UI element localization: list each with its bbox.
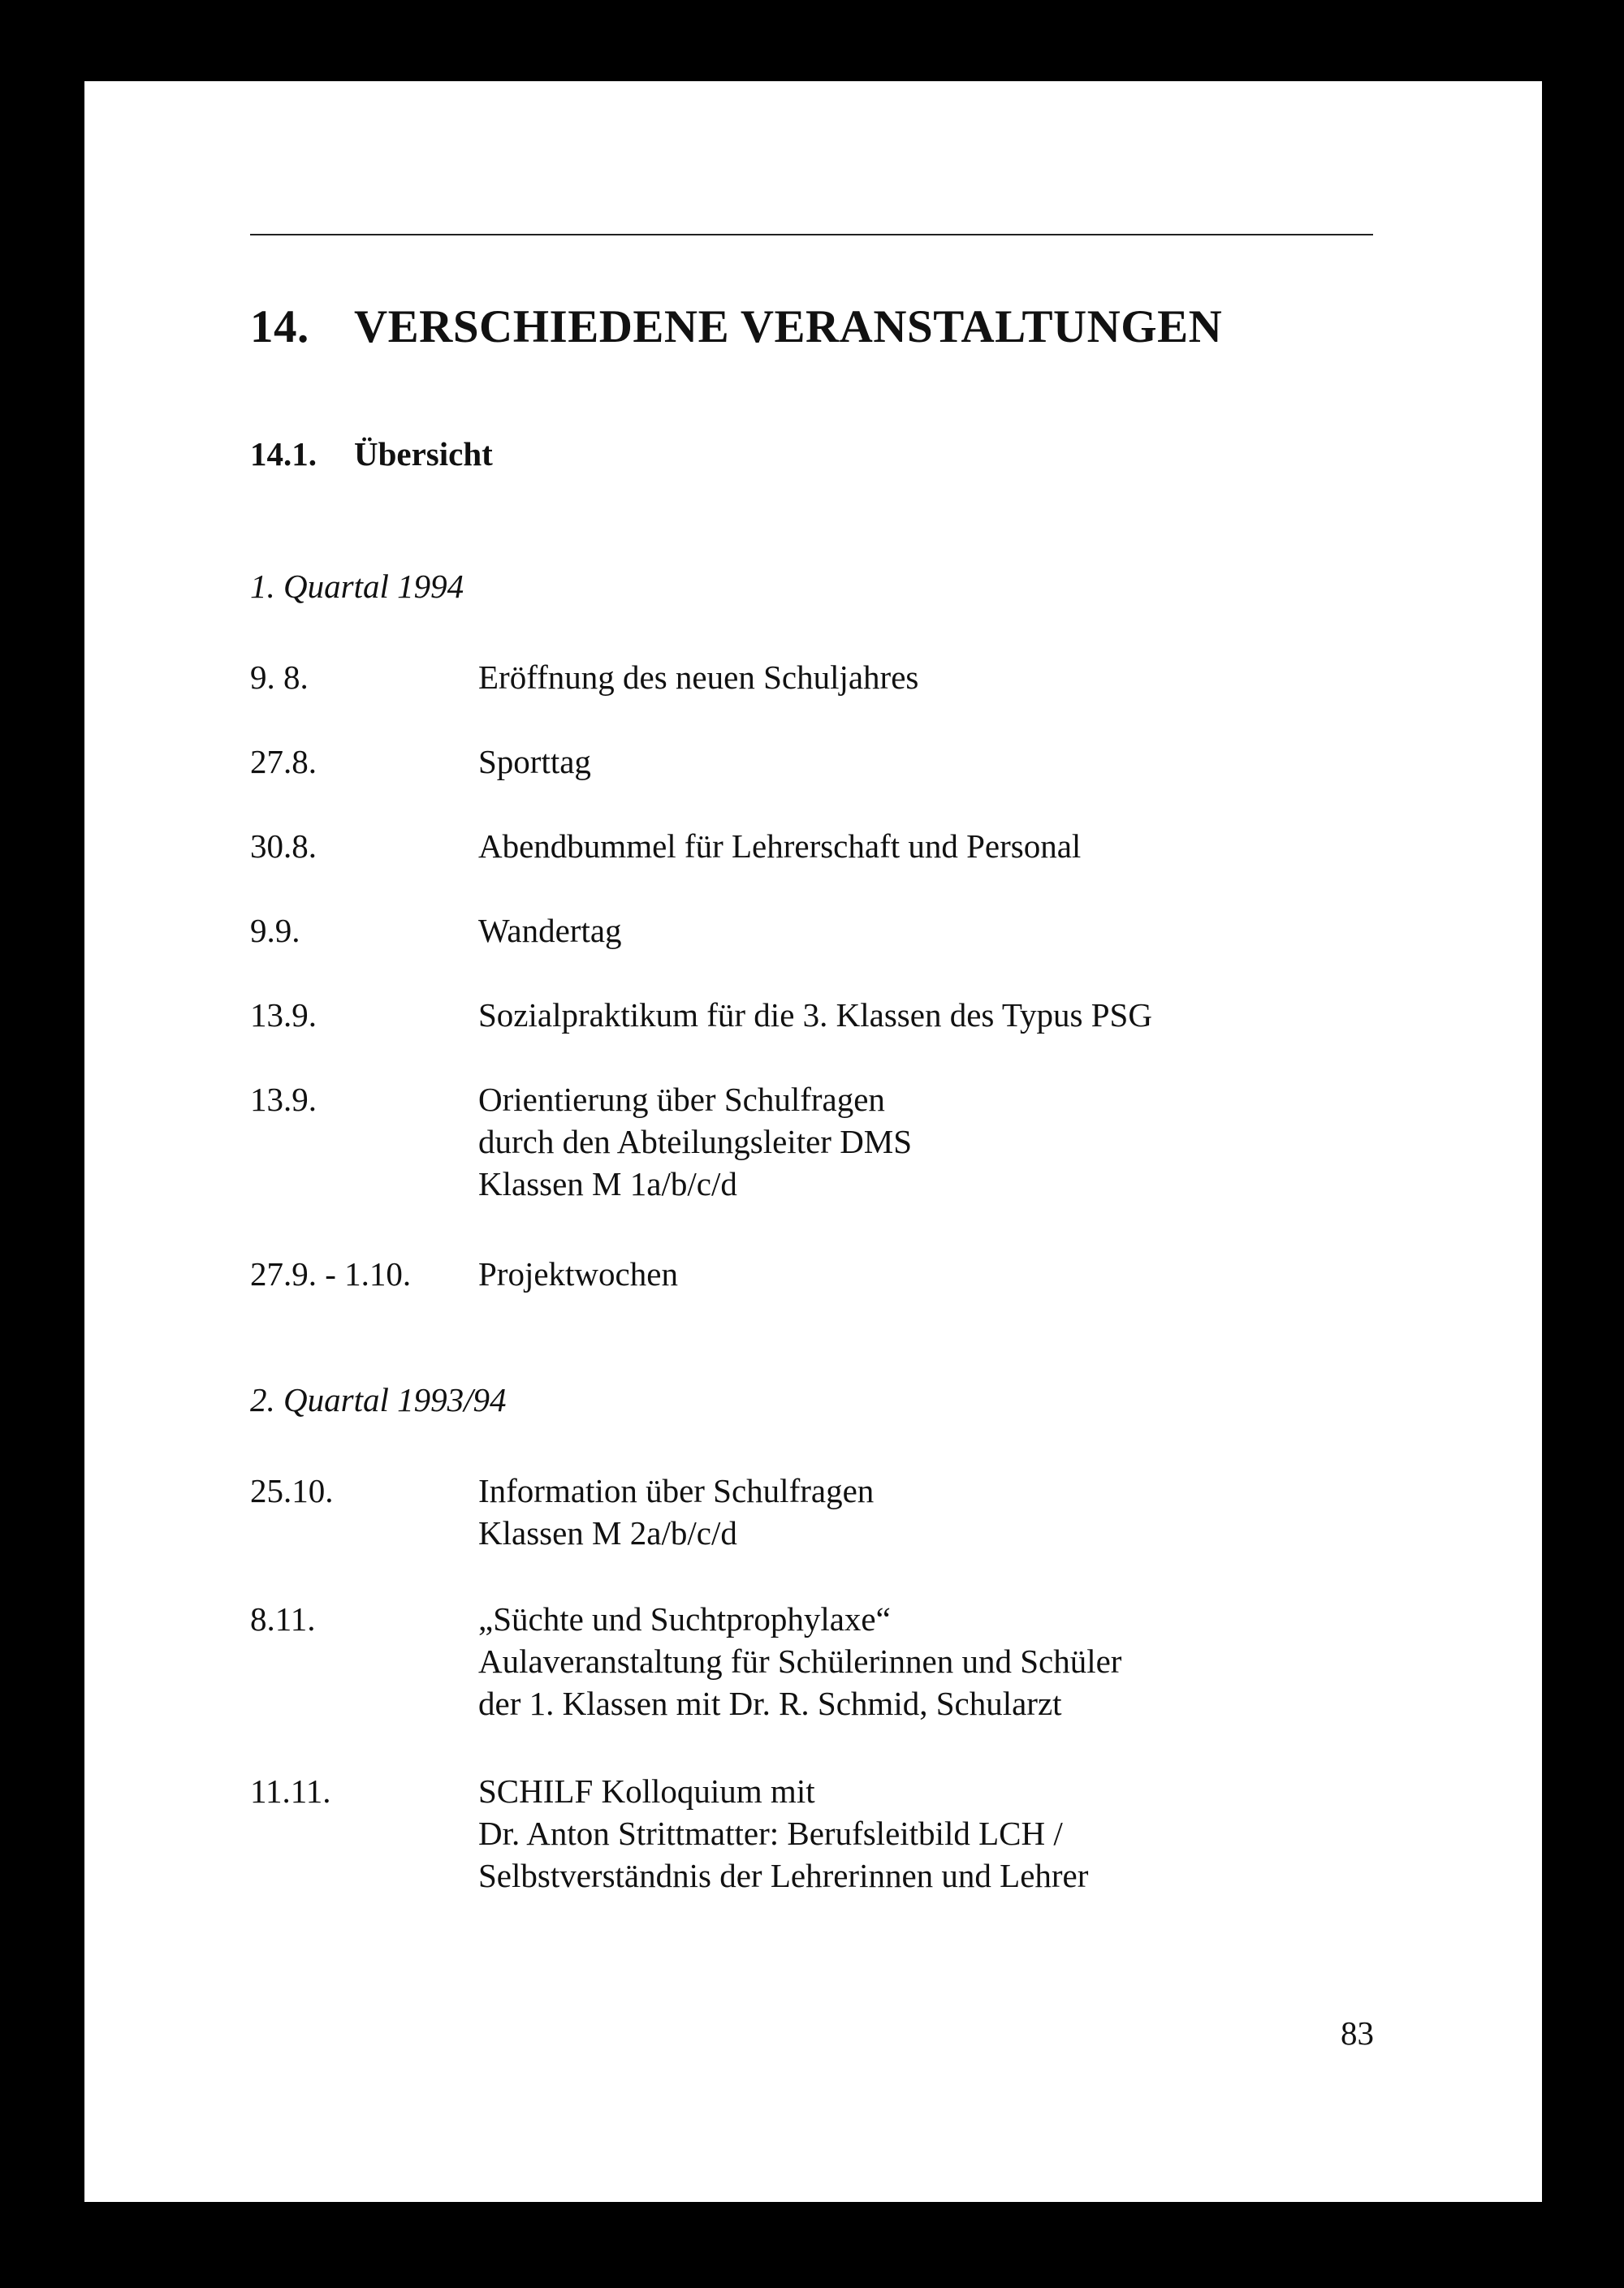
- event-description-line: Klassen M 1a/b/c/d: [478, 1165, 737, 1202]
- event-date: 13.9.: [250, 1081, 317, 1118]
- section-title: Übersicht: [354, 435, 493, 473]
- event-description: [478, 1078, 1396, 1205]
- chapter-title: VERSCHIEDENE VERANSTALTUNGEN: [354, 301, 1223, 352]
- event-description: [478, 1770, 1396, 1897]
- quarter-heading: 2. Quartal 1993/94: [250, 1381, 507, 1418]
- event-description-line: Aulaveranstaltung für Schülerinnen und Schüler: [478, 1643, 1122, 1680]
- header-rule: [250, 234, 1373, 235]
- section-heading: [250, 434, 493, 473]
- event-description: [478, 656, 1396, 698]
- event-description-line: Wandertag: [478, 912, 622, 949]
- event-date: 11.11.: [250, 1772, 331, 1810]
- page-number: 83: [1341, 2014, 1374, 2052]
- event-description-line: Sozialpraktikum für die 3. Klassen des Typus PSG: [478, 996, 1152, 1034]
- event-description-line: Selbstverständnis der Lehrerinnen und Lehrer: [478, 1857, 1089, 1894]
- event-description-line: „Süchte und Suchtprophylaxe“: [478, 1600, 891, 1638]
- event-description-line: Abendbummel für Lehrerschaft und Personal: [478, 827, 1082, 865]
- event-date: 30.8.: [250, 827, 317, 865]
- event-description-line: SCHILF Kolloquium mit: [478, 1772, 815, 1810]
- event-description: [478, 740, 1396, 783]
- event-date: 13.9.: [250, 996, 317, 1034]
- event-date: 8.11.: [250, 1600, 316, 1638]
- event-description-line: durch den Abteilungsleiter DMS: [478, 1123, 913, 1160]
- event-description-line: Dr. Anton Strittmatter: Berufsleitbild LCH /: [478, 1815, 1063, 1852]
- event-description: [478, 825, 1396, 867]
- event-description: [478, 1253, 1396, 1295]
- event-description: [478, 1598, 1396, 1725]
- event-description-line: der 1. Klassen mit Dr. R. Schmid, Schularzt: [478, 1685, 1062, 1722]
- event-date: 9.9.: [250, 912, 300, 949]
- document-page: [84, 81, 1542, 2202]
- chapter-number: 14.: [250, 301, 309, 352]
- quarter-heading: 1. Quartal 1994: [250, 568, 464, 605]
- event-description: [478, 1470, 1396, 1554]
- event-description-line: Information über Schulfragen: [478, 1472, 875, 1509]
- event-date: 27.8.: [250, 743, 317, 780]
- event-description-line: Sporttag: [478, 743, 591, 780]
- event-date: 25.10.: [250, 1472, 334, 1509]
- event-description-line: Orientierung über Schulfragen: [478, 1081, 885, 1118]
- event-date: 27.9. - 1.10.: [250, 1255, 412, 1293]
- section-number: 14.1.: [250, 435, 317, 473]
- chapter-heading: [250, 300, 1222, 353]
- event-description-line: Klassen M 2a/b/c/d: [478, 1514, 737, 1552]
- event-date: 9. 8.: [250, 658, 309, 696]
- event-description: [478, 994, 1396, 1036]
- event-description-line: Eröffnung des neuen Schuljahres: [478, 658, 919, 696]
- event-description: [478, 909, 1396, 952]
- event-description-line: Projektwochen: [478, 1255, 678, 1293]
